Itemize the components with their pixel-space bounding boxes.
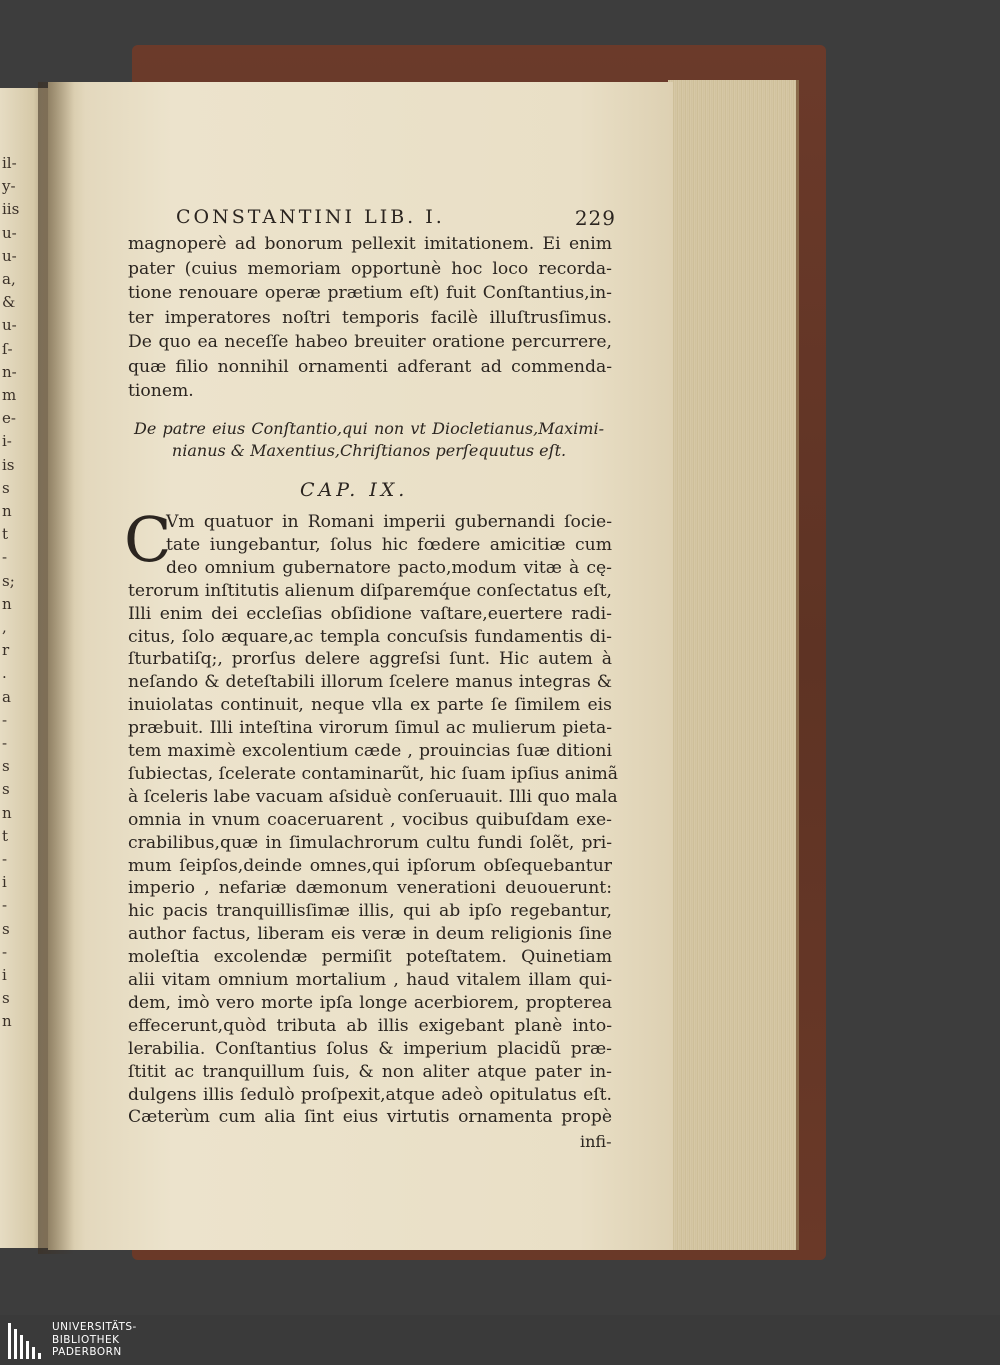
- left-page-text-fragment: i: [2, 873, 7, 892]
- catchword: infi-: [580, 1132, 612, 1151]
- text-line: author factus, liberam eis veræ in deum religionis ſine: [128, 924, 612, 945]
- left-page-text-fragment: -: [2, 942, 8, 961]
- left-page-text-fragment: .: [2, 664, 7, 683]
- text-line: De quo ea neceſſe habeo breuiter oratione percurrere,: [128, 332, 612, 352]
- text-line: terorum inſtitutis alienum diſparemq́ue conſectatus eſt,: [128, 580, 613, 601]
- left-page-text-fragment: n: [2, 1012, 12, 1031]
- chapter-heading: [134, 418, 604, 462]
- footer-bar: [0, 1315, 1000, 1365]
- left-page-text-fragment: il-: [2, 154, 17, 172]
- left-page-text-fragment: is: [2, 455, 15, 474]
- text-line: moleſtia excolendæ permiſit poteſtatem. Quinetiam: [128, 947, 612, 968]
- chapter-heading-line: nianus & Maxentius,Chriſtianos perſequutus eſt.: [171, 441, 567, 460]
- text-line: imperio , nefariæ dæmonum venerationi deuouerunt:: [128, 878, 612, 899]
- left-page-text-fragment: ſ-: [2, 339, 13, 358]
- text-line: omnia in vnum coaceruarent , vocibus quibuſdam exe-: [128, 809, 612, 830]
- left-page-text-fragment: u-: [2, 316, 17, 335]
- left-page-text-fragment: -: [2, 850, 8, 868]
- left-page-text-fragment: m: [2, 386, 17, 404]
- text-line: tionem.: [128, 381, 194, 401]
- text-line: ter imperatores noſtri temporis facilè illuſtrusſimus.: [128, 307, 612, 328]
- left-page-text-fragment: s: [2, 757, 10, 776]
- left-page-text-fragment: n: [2, 502, 12, 520]
- library-logo-icon: [6, 1321, 46, 1361]
- left-page-text-fragment: s: [2, 919, 10, 938]
- left-page-text-fragment: s: [2, 989, 10, 1008]
- left-page-text-fragment: e-: [2, 409, 16, 428]
- text-line: tate iungebantur, ſolus hic fœdere amicitiæ cum: [166, 534, 612, 555]
- text-line: ſturbatiſq;, prorſus delere aggreſsi ſunt. Hic autem à: [128, 649, 612, 670]
- right-page: [48, 82, 673, 1250]
- text-line: mum ſeipſos,deinde omnes,qui ipſorum obſequebantur: [128, 855, 612, 876]
- left-page-text-fragment: -: [2, 734, 8, 752]
- left-page-text-fragment: s: [2, 478, 10, 497]
- text-line: deo omnium gubernatore pacto,modum vitæ à cę-: [166, 557, 612, 578]
- left-page-text-fragment: y-: [2, 177, 16, 196]
- text-line: tione renouare operæ prætium eſt) fuit Conſtantius,in-: [128, 283, 612, 303]
- text-line: hic pacis tranquillisſimæ illis, qui ab ipſo regebantur,: [128, 901, 612, 922]
- left-page-text-fragment: ,: [2, 618, 7, 636]
- gutter-shadow: [38, 82, 74, 1254]
- left-page-text-fragment: i-: [2, 432, 12, 451]
- left-page-text-fragment: a: [2, 687, 11, 706]
- text-line: inuiolatas continuit, neque vlla ex parte ſe ſimilem eis: [128, 695, 612, 716]
- text-line: quæ filio nonnihil ornamenti adferant ad commenda-: [128, 356, 612, 377]
- text-line: tem maximè excolentium cæde , prouincias ſuæ ditioni: [128, 741, 612, 761]
- library-name: [52, 1321, 137, 1359]
- left-page-text-fragment: s;: [2, 571, 15, 590]
- left-page-text-fragment: u-: [2, 246, 17, 265]
- running-head-title: CONSTANTINI LIB. I.: [176, 206, 445, 228]
- text-line: ſtitit ac tranquillum ſuis, & non aliter atque pater in-: [128, 1061, 612, 1082]
- text-line: dem, imò vero morte ipſa longe acerbiorem, propterea: [128, 992, 612, 1013]
- text-line: Illi enim dei eccleſias obſidione vaſtare,euertere radi-: [128, 603, 612, 624]
- left-page-text-fragment: r: [2, 641, 10, 660]
- left-page-text-fragment: n: [2, 803, 12, 822]
- left-page-text-fragment: -: [2, 548, 8, 567]
- text-line: dulgens illis ſedulò proſpexit,atque adeò opitulatus eſt.: [128, 1084, 612, 1105]
- left-page-text-fragment: -: [2, 896, 8, 915]
- drop-cap: C: [124, 503, 172, 576]
- left-page-text-fragment: t: [2, 525, 9, 544]
- chapter-heading-line: De patre eius Conſtantio,qui non vt Diocletianus,Maximi-: [134, 419, 604, 438]
- left-page-text-fragment: -: [2, 710, 8, 729]
- left-page-text-fragment: n: [2, 594, 12, 613]
- text-line: neſando & deteſtabili illorum ſcelere manus integras &: [128, 672, 612, 693]
- text-line: pater (cuius memoriam opportunè hoc loco recorda-: [128, 258, 612, 279]
- left-page-text-fragment: t: [2, 826, 9, 845]
- text-line: Cæterùm cum alia ſint eius virtutis ornamenta propè: [128, 1107, 612, 1128]
- left-page-text-fragment: &: [2, 293, 16, 312]
- page-block-edge: [668, 80, 799, 1250]
- text-line: effecerunt,quòd tributa ab illis exigebant planè into-: [128, 1015, 612, 1036]
- left-page-text-fragment: iis: [2, 200, 20, 219]
- text-line: Vm quatuor in Romani imperii gubernandi ſocie-: [166, 512, 612, 532]
- library-name-line: BIBLIOTHEK: [52, 1333, 120, 1346]
- text-line: lerabilia. Conſtantius ſolus & imperium placidũ præ-: [128, 1038, 612, 1059]
- left-page-text-fragment: i: [2, 966, 7, 984]
- text-line: præbuit. Illi inteſtina virorum ſimul ac mulierum pieta-: [128, 718, 612, 739]
- left-page-text-fragment: s: [2, 780, 10, 799]
- text-line: crabilibus,quæ in ſimulachrorum cultu fundi ſolẽt, pri-: [128, 832, 612, 853]
- text-line: alii vitam omnium mortalium , haud vitalem illam qui-: [128, 970, 612, 990]
- library-name-line: PADERBORN: [52, 1346, 122, 1358]
- text-line: magnoperè ad bonorum pellexit imitationem. Ei enim: [128, 234, 612, 254]
- left-page-text-fragment: u-: [2, 223, 17, 242]
- library-name-line: UNIVERSITÄTS-: [52, 1321, 137, 1333]
- page-number: 229: [574, 206, 616, 230]
- left-page-text-fragment: n-: [2, 362, 17, 381]
- chapter-number: CAP. IX.: [300, 479, 409, 501]
- left-page-text-fragment: a,: [2, 270, 16, 288]
- text-line: à ſceleris labe vacuam aſsiduè conſeruauit. Illi quo mala: [128, 786, 618, 807]
- text-line: citus, ſolo æquare,ac templa concuſsis fundamentis di-: [128, 626, 612, 647]
- text-line: ſubiectas, ſcelerate contaminarũt, hic ſuam ipſius animã: [128, 763, 619, 784]
